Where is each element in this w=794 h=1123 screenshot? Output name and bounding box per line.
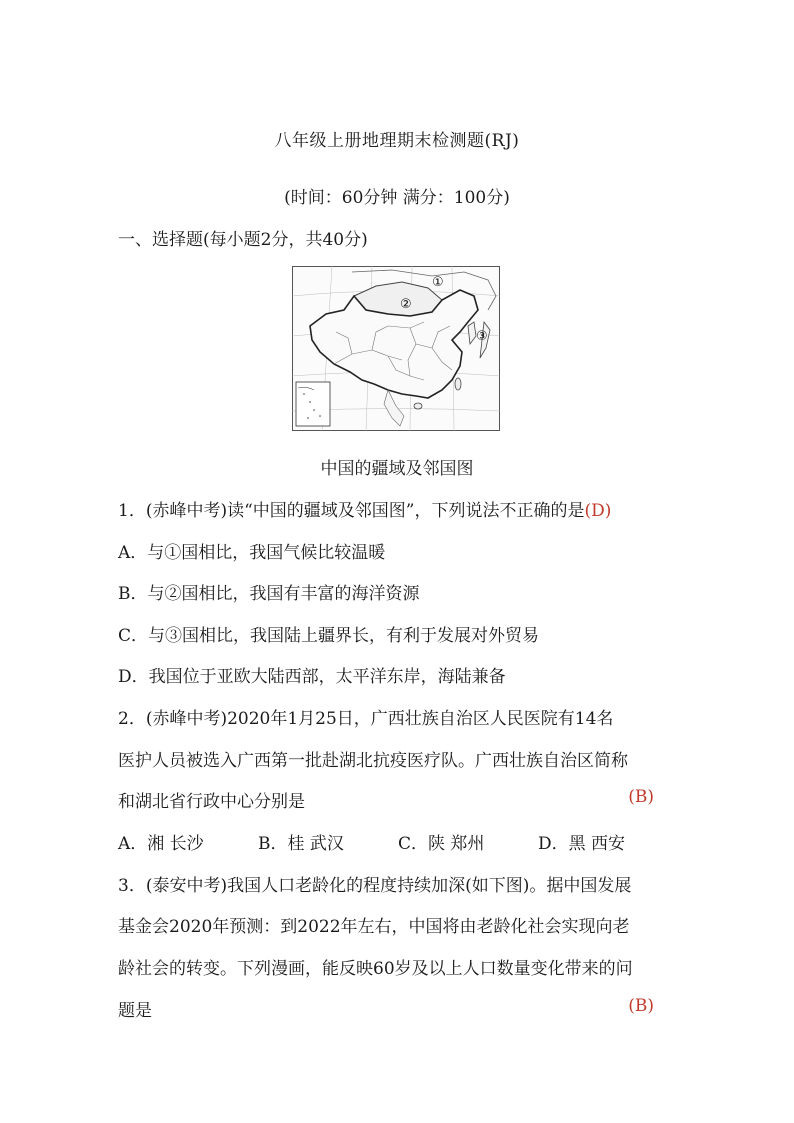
q2-option-a: A．湘 长沙 [118,834,204,854]
q2-option-c: C．陕 郑州 [398,834,485,854]
q1-answer: (D) [584,501,612,521]
q2-line-1: 2．(赤峰中考)2020年1月25日，广西壮族自治区人民医院有14名 [118,709,614,729]
q1-stem: 1．(赤峰中考)读“中国的疆域及邻国图”，下列说法不正确的是 [118,501,585,521]
time-info: (时间：60分钟 满分：100分) [284,188,510,208]
section-heading: 一、选择题(每小题2分，共40分) [118,230,368,250]
map-marker-2: ② [400,297,412,312]
map-marker-3: ③ [476,329,488,344]
q3-line-2: 基金会2020年预测：到2022年左右，中国将由老龄化社会实现向老 [118,917,630,937]
q1-option-d: D．我国位于亚欧大陆西部，太平洋东岸，海陆兼备 [118,667,506,687]
q2-option-d: D．黑 西安 [538,834,626,854]
china-territory-map [292,266,500,431]
page-title: 八年级上册地理期末检测题(RJ) [274,131,520,151]
q3-line-4: 题是 [118,1001,152,1021]
q2-line-2: 医护人员被选入广西第一批赴湖北抗疫医疗队。广西壮族自治区简称 [118,751,628,771]
q2-options [118,829,625,854]
q2-line-3: 和湖北省行政中心分别是 [118,792,305,812]
q1-stem-line [118,496,611,521]
map-marker-1: ① [432,275,444,290]
q1-option-b: B．与②国相比，我国有丰富的海洋资源 [118,584,420,604]
q3-answer: (B) [628,996,654,1016]
map-caption: 中国的疆域及邻国图 [320,459,474,479]
q2-answer: (B) [628,787,654,807]
q2-option-b: B．桂 武汉 [258,834,344,854]
q3-line-3: 龄社会的转变。下列漫画，能反映60岁及以上人口数量变化带来的问 [118,959,633,979]
q3-line-1: 3．(泰安中考)我国人口老龄化的程度持续加深(如下图)。据中国发展 [118,876,632,896]
q1-option-a: A．与①国相比，我国气候比较温暖 [118,543,386,563]
q1-option-c: C．与③国相比，我国陆上疆界长，有利于发展对外贸易 [118,626,540,646]
